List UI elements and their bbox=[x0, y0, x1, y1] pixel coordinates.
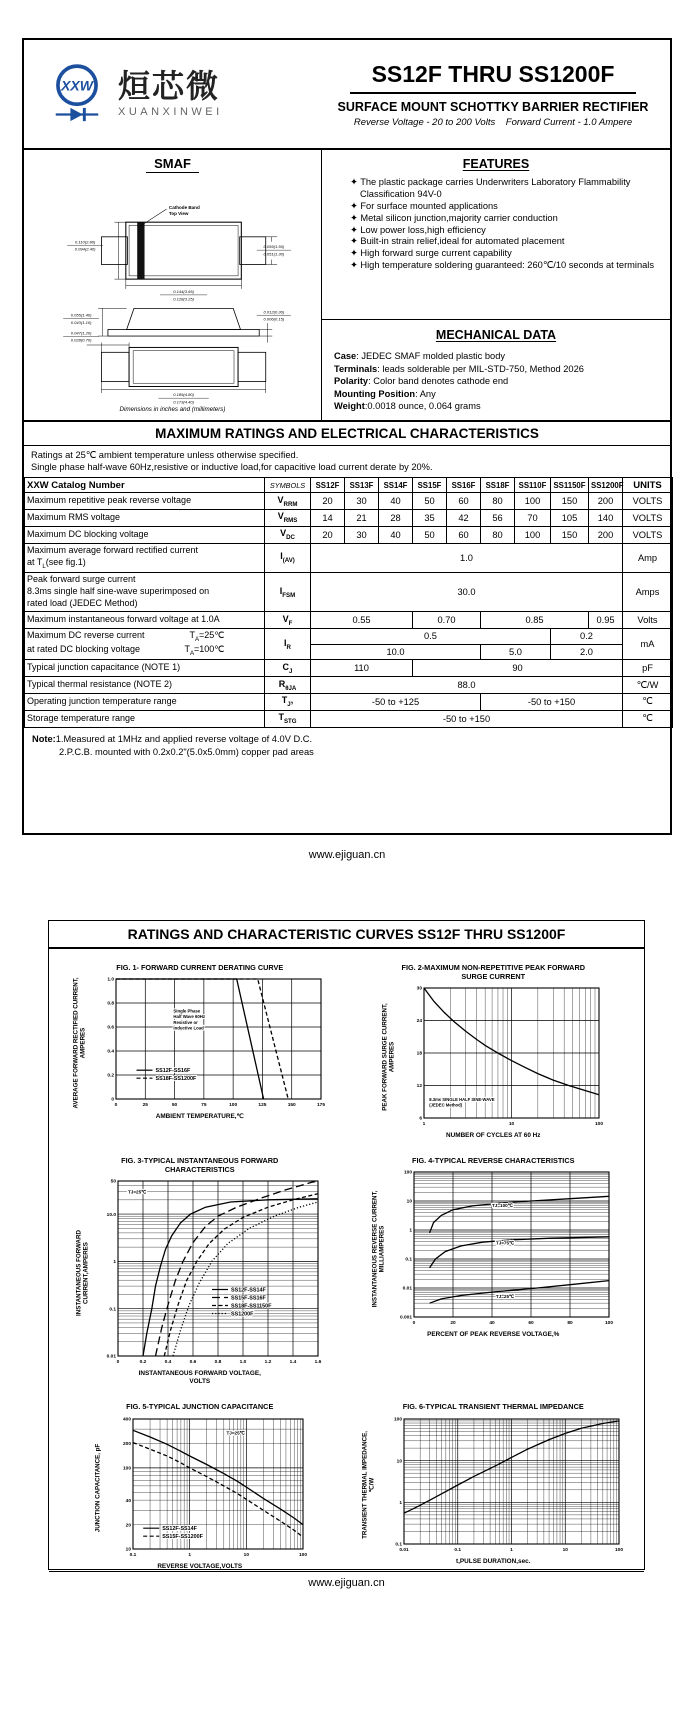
table-cell: 1.0 bbox=[311, 543, 623, 572]
mech-item: Polarity: Color band denotes cathode end bbox=[334, 376, 509, 387]
svg-text:0.110(2.80): 0.110(2.80) bbox=[74, 239, 95, 245]
svg-text:0.006(0.15): 0.006(0.15) bbox=[263, 316, 284, 322]
table-cell: 20 bbox=[311, 526, 345, 543]
part-range-title: SS12F THRU SS1200F bbox=[371, 60, 615, 87]
table-cell: 2.0 bbox=[551, 644, 623, 660]
table-cell: 105 bbox=[551, 509, 589, 526]
table-cell: 50 bbox=[413, 526, 447, 543]
svg-text:0.128(3.25): 0.128(3.25) bbox=[172, 296, 194, 302]
x-axis-label: INSTANTANEOUS FORWARD VOLTAGE, VOLTS bbox=[138, 1370, 261, 1386]
page1-datasheet bbox=[22, 38, 672, 835]
svg-text:SS18F-SS1150F: SS18F-SS1150F bbox=[231, 1303, 272, 1310]
table-row: Maximum repetitive peak reverse voltage $V_{RRM}$ 20 30 40 50 60 80 100 150 200 VOLTS bbox=[25, 493, 673, 510]
figure-plot-area bbox=[89, 1414, 310, 1562]
x-axis-label: PERCENT OF PEAK REVERSE VOLTAGE,% bbox=[427, 1331, 560, 1339]
svg-text:30: 30 bbox=[416, 986, 423, 992]
logo-xxw-text: XXW bbox=[61, 77, 93, 94]
table-cell: 150 bbox=[551, 526, 589, 543]
svg-text:0.144(3.65): 0.144(3.65) bbox=[172, 288, 194, 294]
brand-name-cn: 烜芯微 bbox=[118, 68, 221, 105]
table-cell: -50 to +125 bbox=[311, 693, 481, 710]
svg-text:1: 1 bbox=[409, 1229, 413, 1235]
table-cell: 56 bbox=[481, 509, 515, 526]
row-label: Maximum instantaneous forward voltage at 1.0A bbox=[25, 612, 265, 629]
table-note-prefix: Note: bbox=[32, 733, 56, 744]
ratings-conditions bbox=[24, 446, 670, 477]
mech-item: Weight:0.0018 ounce, 0.064 grams bbox=[334, 401, 481, 412]
table-row: Maximum DC reverse current $T_A=25℃$ at rated DC blocking voltage $T_A=100℃$ $I_R$ 0.5 0.2 mA bbox=[25, 628, 673, 644]
table-cell: 140 bbox=[589, 509, 623, 526]
fig6 bbox=[360, 1402, 626, 1565]
device-column-header: SS16F bbox=[447, 478, 481, 493]
y-axis-label: TRANSIENT THERMAL IMPEDANCE, ℃/W bbox=[361, 1431, 376, 1539]
svg-text:175: 175 bbox=[316, 1103, 325, 1109]
svg-text:10: 10 bbox=[125, 1547, 132, 1553]
svg-text:400: 400 bbox=[123, 1417, 132, 1423]
svg-text:1.4: 1.4 bbox=[289, 1360, 297, 1366]
row-label: Typical thermal resistance (NOTE 2) bbox=[25, 677, 265, 694]
features-section bbox=[322, 150, 670, 320]
table-row: Typical thermal resistance (NOTE 2) $R_{\theta JA}$ 88.0 ℃/W bbox=[25, 677, 673, 694]
fig1 bbox=[72, 963, 328, 1121]
figure-plot-area bbox=[370, 1167, 616, 1330]
package-drawing bbox=[54, 175, 292, 406]
table-cell: 0.70 bbox=[413, 612, 481, 629]
table-cell: 20 bbox=[311, 493, 345, 510]
table-row: Storage temperature range $T_{STG}$ -50 to +150 ℃ bbox=[25, 710, 673, 727]
svg-text:10: 10 bbox=[406, 1200, 413, 1206]
svg-text:150: 150 bbox=[287, 1103, 296, 1109]
svg-text:0.051(1.30): 0.051(1.30) bbox=[263, 251, 284, 257]
feature-item: ✦ Built-in strain relief,ideal for automated placement bbox=[350, 236, 565, 247]
table-cell: 80 bbox=[481, 493, 515, 510]
figure-title: FIG. 6-TYPICAL TRANSIENT THERMAL IMPEDANCE bbox=[402, 1402, 584, 1412]
svg-text:0.8: 0.8 bbox=[214, 1360, 222, 1366]
y-axis-label: AVERAGE FORWARD RECTIFIED CURRENT, AMPERES bbox=[72, 977, 88, 1109]
svg-text:0.6: 0.6 bbox=[189, 1360, 197, 1366]
fig6-canvas bbox=[377, 1414, 626, 1557]
svg-text:200: 200 bbox=[123, 1441, 132, 1447]
svg-text:SS12F-SS16F: SS12F-SS16F bbox=[155, 1068, 191, 1075]
y-axis-label: INSTANTANEOUS FORWARD CURRENT,AMPERES bbox=[75, 1229, 90, 1316]
logo-circle-icon bbox=[44, 59, 110, 129]
svg-text:0.094(2.40): 0.094(2.40) bbox=[74, 246, 96, 252]
table-cell: 5.0 bbox=[481, 644, 551, 660]
package-section bbox=[24, 150, 322, 420]
fig4-canvas bbox=[387, 1167, 616, 1330]
fig2 bbox=[380, 963, 606, 1140]
svg-text:SS12F-SS14F: SS12F-SS14F bbox=[231, 1287, 267, 1294]
feature-item: ✦ High forward surge current capability bbox=[350, 248, 512, 259]
table-cell: 0.95 bbox=[589, 612, 623, 629]
svg-text:SS1200F: SS1200F bbox=[231, 1311, 254, 1318]
voltage-current-tagline: Reverse Voltage - 20 to 200 Volts Forward Current - 1.0 Ampere bbox=[353, 116, 633, 128]
table-cell: -50 to +150 bbox=[311, 710, 623, 727]
table-cell: 40 bbox=[379, 526, 413, 543]
x-axis-label: AMBIENT TEMPERATURE,℃ bbox=[155, 1113, 244, 1121]
table-cell: 21 bbox=[345, 509, 379, 526]
svg-text:0.8: 0.8 bbox=[107, 1001, 114, 1007]
site-url-top: www.ejiguan.cn bbox=[308, 849, 386, 861]
row-label: Maximum DC reverse current $T_A=25℃$ at rated DC blocking voltage $T_A=100℃$ bbox=[25, 628, 265, 660]
svg-text:40: 40 bbox=[489, 1321, 495, 1327]
feature-item: ✦ Metal silicon junction,majority carrier conduction bbox=[350, 212, 558, 223]
mechanical-title: MECHANICAL DATA bbox=[435, 328, 557, 343]
svg-text:Inductive Load: Inductive Load bbox=[173, 1025, 204, 1031]
svg-text:20: 20 bbox=[450, 1321, 456, 1327]
svg-text:SS12F-SS14F: SS12F-SS14F bbox=[162, 1525, 198, 1532]
svg-text:100: 100 bbox=[605, 1321, 614, 1327]
svg-text:0.2: 0.2 bbox=[107, 1073, 114, 1079]
svg-text:0.173(4.40): 0.173(4.40) bbox=[172, 399, 194, 405]
table-row: Maximum instantaneous forward voltage at 1.0A $V_F$ 0.55 0.70 0.85 0.95 Volts bbox=[25, 612, 673, 629]
table-note-line1: 1.Measured at 1MHz and applied reverse voltage of 4.0V D.C. bbox=[55, 733, 313, 744]
svg-text:40: 40 bbox=[125, 1498, 132, 1504]
device-column-header: SS15F bbox=[413, 478, 447, 493]
row-label: Typical junction capacitance (NOTE 1) bbox=[25, 660, 265, 677]
mech-item: Mounting Position: Any bbox=[334, 388, 436, 399]
table-cell: 200 bbox=[589, 526, 623, 543]
table-cell: 42 bbox=[447, 509, 481, 526]
svg-text:TJ=25℃: TJ=25℃ bbox=[226, 1430, 246, 1436]
svg-text:0.059(1.50): 0.059(1.50) bbox=[263, 244, 284, 250]
features-list bbox=[334, 177, 658, 272]
title-block bbox=[316, 40, 670, 148]
svg-text:60: 60 bbox=[528, 1321, 534, 1327]
figures-grid bbox=[49, 949, 644, 1571]
svg-text:0.1: 0.1 bbox=[454, 1547, 462, 1553]
fig2-canvas bbox=[397, 983, 606, 1131]
svg-text:0.055(1.40): 0.055(1.40) bbox=[70, 312, 91, 318]
table-cell: 200 bbox=[589, 493, 623, 510]
mechanical-section bbox=[322, 320, 670, 420]
svg-text:Cathode Band: Cathode Band bbox=[168, 205, 200, 211]
table-header-row: XXW Catalog Number SYMBOLS SS12F SS13F SS14F SS15F SS16F SS18F SS110F SS1150F SS1200F UNITS bbox=[25, 478, 673, 493]
svg-text:1: 1 bbox=[188, 1552, 192, 1558]
ratings-band-title: MAXIMUM RATINGS AND ELECTRICAL CHARACTERISTICS bbox=[24, 422, 670, 446]
table-cell: 14 bbox=[311, 509, 345, 526]
fig5-canvas bbox=[106, 1414, 310, 1562]
svg-text:0.012(0.30): 0.012(0.30) bbox=[263, 309, 284, 315]
svg-text:0: 0 bbox=[412, 1321, 416, 1327]
row-label: Maximum RMS voltage bbox=[25, 509, 265, 526]
feature-item: ✦ For surface mounted applications bbox=[350, 200, 498, 211]
svg-text:0.047(1.20): 0.047(1.20) bbox=[70, 330, 91, 336]
row-label: Storage temperature range bbox=[25, 710, 265, 727]
svg-text:SS18F-SS1200F: SS18F-SS1200F bbox=[155, 1076, 197, 1083]
svg-text:25: 25 bbox=[142, 1103, 148, 1109]
svg-text:0: 0 bbox=[116, 1360, 120, 1366]
fig5 bbox=[89, 1402, 310, 1570]
svg-text:1.6: 1.6 bbox=[314, 1360, 322, 1366]
svg-text:1: 1 bbox=[510, 1547, 514, 1553]
table-row: Operating junction temperature range $T_J$, -50 to +125 -50 to +150 ℃ bbox=[25, 693, 673, 710]
figure-plot-area bbox=[72, 974, 328, 1112]
package-and-features bbox=[24, 150, 670, 422]
figure-title: FIG. 1- FORWARD CURRENT DERATING CURVE bbox=[116, 963, 284, 972]
svg-text:0.01: 0.01 bbox=[402, 1287, 413, 1293]
brand-logo bbox=[24, 40, 316, 148]
svg-text:TJ=75℃: TJ=75℃ bbox=[496, 1240, 515, 1246]
device-column-header: SS1200F bbox=[589, 478, 623, 493]
svg-text:0.1: 0.1 bbox=[395, 1542, 403, 1548]
svg-text:50: 50 bbox=[171, 1103, 177, 1109]
package-name: SMAF bbox=[146, 156, 199, 173]
svg-text:1: 1 bbox=[113, 1260, 117, 1266]
svg-text:1: 1 bbox=[399, 1500, 403, 1506]
svg-text:0.1: 0.1 bbox=[109, 1307, 117, 1313]
brand-text bbox=[118, 70, 223, 118]
device-column-header: SS12F bbox=[311, 478, 345, 493]
svg-text:10.0: 10.0 bbox=[106, 1213, 117, 1219]
svg-text:0: 0 bbox=[111, 1097, 114, 1103]
svg-text:Resistive or: Resistive or bbox=[173, 1019, 198, 1025]
svg-text:100: 100 bbox=[404, 1171, 413, 1177]
svg-text:0.01: 0.01 bbox=[106, 1355, 117, 1361]
package-dimensions-note: Dimensions in inches and (millimeters) bbox=[119, 406, 226, 413]
table-cell: 110 bbox=[311, 660, 413, 677]
svg-text:Single Phase: Single Phase bbox=[173, 1008, 200, 1014]
table-cell: 30 bbox=[345, 526, 379, 543]
mechanical-list bbox=[334, 350, 658, 413]
table-note-line2: 2.P.C.B. mounted with 0.2x0.2"(5.0x5.0mm) copper pad areas bbox=[59, 746, 314, 757]
svg-text:0.028(0.70): 0.028(0.70) bbox=[70, 337, 91, 343]
svg-text:100: 100 bbox=[595, 1122, 604, 1128]
row-label: Maximum average forward rectified current at $T_L(see$ fig.1) bbox=[25, 543, 265, 572]
svg-text:75: 75 bbox=[200, 1103, 207, 1109]
table-row: Maximum RMS voltage $V_{RMS}$ 14 21 28 35 42 56 70 105 140 VOLTS bbox=[25, 509, 673, 526]
figure-title: FIG. 3-TYPICAL INSTANTANEOUS FORWARD CHARACTERISTICS bbox=[121, 1156, 279, 1175]
svg-text:8.3ms SINGLE HALF SINE-WAVE: 8.3ms SINGLE HALF SINE-WAVE bbox=[429, 1097, 495, 1103]
row-label: Maximum repetitive peak reverse voltage bbox=[25, 493, 265, 510]
table-cell: 100 bbox=[515, 526, 551, 543]
device-column-header: SS1150F bbox=[551, 478, 589, 493]
table-cell: -50 to +150 bbox=[481, 693, 623, 710]
table-cell: 10.0 bbox=[311, 644, 481, 660]
svg-text:10: 10 bbox=[396, 1458, 403, 1464]
table-cell: 0.85 bbox=[481, 612, 589, 629]
svg-text:6: 6 bbox=[419, 1116, 423, 1122]
svg-text:50: 50 bbox=[110, 1180, 117, 1186]
svg-text:100: 100 bbox=[123, 1466, 132, 1472]
curves-title: RATINGS AND CHARACTERISTIC CURVES SS12F THRU SS1200F bbox=[49, 921, 644, 949]
feature-item: ✦ High temperature soldering guaranteed: 260℃/10 seconds at terminals bbox=[350, 260, 655, 271]
device-column-header: SS13F bbox=[345, 478, 379, 493]
features-title: FEATURES bbox=[462, 157, 530, 171]
row-label: Maximum DC blocking voltage bbox=[25, 526, 265, 543]
svg-text:100: 100 bbox=[394, 1417, 403, 1423]
brand-name-en: XUANXINWEI bbox=[118, 105, 223, 118]
svg-text:1.2: 1.2 bbox=[264, 1360, 272, 1366]
table-row: Maximum average forward rectified current at $T_L(see$ fig.1) $I_{(AV)}$ 1.0 Amp bbox=[25, 543, 673, 572]
svg-text:80: 80 bbox=[567, 1321, 573, 1327]
table-cell: 88.0 bbox=[311, 677, 623, 694]
figure-title: FIG. 5-TYPICAL JUNCTION CAPACITANCE bbox=[126, 1402, 274, 1412]
site-url-bottom: www.ejiguan.cn bbox=[49, 1571, 644, 1598]
fig4 bbox=[370, 1156, 616, 1339]
ratings-condition-line2: Single phase half-wave 60Hz,resistive or inductive load,for capacitive load current derate by 20%. bbox=[31, 462, 433, 473]
svg-text:(JEDEC Method): (JEDEC Method) bbox=[429, 1102, 463, 1108]
svg-text:100: 100 bbox=[615, 1547, 624, 1553]
x-axis-label: t,PULSE DURATION,sec. bbox=[456, 1557, 531, 1565]
svg-text:SS15F-SS16F: SS15F-SS16F bbox=[231, 1295, 267, 1302]
table-cell: 60 bbox=[447, 526, 481, 543]
table-cell: 30 bbox=[345, 493, 379, 510]
mech-item: Terminals: leads solderable per MIL-STD-750, Method 2026 bbox=[334, 363, 584, 374]
table-cell: 60 bbox=[447, 493, 481, 510]
fig1-canvas bbox=[89, 974, 328, 1112]
svg-text:SS15F-SS1200F: SS15F-SS1200F bbox=[162, 1533, 204, 1540]
page2-curves bbox=[48, 920, 645, 1589]
y-axis-label: INSTANTANEOUS REVERSE CURRENT, MILLIAMPERES bbox=[371, 1190, 386, 1308]
svg-text:0.6: 0.6 bbox=[107, 1025, 114, 1031]
table-cell: 28 bbox=[379, 509, 413, 526]
svg-text:0.189(4.80): 0.189(4.80) bbox=[172, 392, 194, 398]
table-note bbox=[24, 728, 670, 764]
svg-text:12: 12 bbox=[416, 1084, 423, 1090]
svg-text:10: 10 bbox=[562, 1547, 569, 1553]
svg-text:1: 1 bbox=[422, 1122, 426, 1128]
svg-text:0.4: 0.4 bbox=[107, 1049, 114, 1055]
device-column-header: SS110F bbox=[515, 478, 551, 493]
mech-item: Case: JEDEC SMAF molded plastic body bbox=[334, 351, 506, 362]
svg-text:24: 24 bbox=[416, 1019, 423, 1025]
svg-text:Top View: Top View bbox=[168, 210, 188, 216]
svg-text:0.01: 0.01 bbox=[399, 1547, 409, 1553]
ratings-table bbox=[24, 477, 673, 727]
svg-text:0.1: 0.1 bbox=[405, 1258, 413, 1264]
table-row: Peak forward surge current 8.3ms single half sine-wave superimposed on rated load (JEDEC Method) $I_{FSM}$ 30.0 Amps bbox=[25, 572, 673, 611]
table-cell: 70 bbox=[515, 509, 551, 526]
figure-plot-area bbox=[360, 1414, 626, 1557]
row-label: Operating junction temperature range bbox=[25, 693, 265, 710]
table-cell: 35 bbox=[413, 509, 447, 526]
table-cell: 150 bbox=[551, 493, 589, 510]
table-row: Maximum DC blocking voltage $V_{DC}$ 20 30 40 50 60 80 100 150 200 VOLTS bbox=[25, 526, 673, 543]
product-subtitle: SURFACE MOUNT SCHOTTKY BARRIER RECTIFIER bbox=[337, 99, 649, 114]
svg-text:0: 0 bbox=[114, 1103, 118, 1109]
svg-text:0.2: 0.2 bbox=[139, 1360, 147, 1366]
fig3 bbox=[74, 1156, 325, 1386]
svg-text:100: 100 bbox=[299, 1552, 308, 1558]
device-column-header: SS18F bbox=[481, 478, 515, 493]
title-underline bbox=[350, 92, 636, 94]
svg-text:0.043(1.10): 0.043(1.10) bbox=[70, 319, 91, 325]
fig3-canvas bbox=[91, 1176, 325, 1369]
figure-plot-area bbox=[74, 1176, 325, 1369]
device-column-header: SS14F bbox=[379, 478, 413, 493]
features-mechanical-column bbox=[322, 150, 670, 420]
row-label: Peak forward surge current 8.3ms single half sine-wave superimposed on rated load (JEDEC Method) bbox=[25, 572, 265, 611]
svg-text:0.001: 0.001 bbox=[400, 1316, 413, 1322]
svg-text:1.0: 1.0 bbox=[239, 1360, 247, 1366]
y-axis-label: JUNCTION CAPACITANCE, pF bbox=[94, 1443, 102, 1532]
ratings-condition-line1: Ratings at 25℃ ambient temperature unless otherwise specified. bbox=[31, 450, 299, 460]
figure-plot-area bbox=[380, 983, 606, 1131]
table-cell: 30.0 bbox=[311, 572, 623, 611]
svg-text:10: 10 bbox=[243, 1552, 250, 1558]
svg-text:TJ=100℃: TJ=100℃ bbox=[492, 1203, 514, 1209]
svg-text:1.0: 1.0 bbox=[107, 977, 114, 983]
feature-item: ✦ The plastic package carries Underwriters Laboratory Flammability Classification 94V-0 bbox=[350, 177, 631, 199]
table-cell: 100 bbox=[515, 493, 551, 510]
figure-title: FIG. 2-MAXIMUM NON-REPETITIVE PEAK FORWARD SURGE CURRENT bbox=[401, 963, 585, 982]
figure-title: FIG. 4-TYPICAL REVERSE CHARACTERISTICS bbox=[412, 1156, 575, 1166]
table-row: Typical junction capacitance (NOTE 1) $C_J$ 110 90 pF bbox=[25, 660, 673, 677]
svg-text:20: 20 bbox=[125, 1522, 132, 1528]
svg-text:TJ=25℃: TJ=25℃ bbox=[128, 1189, 147, 1195]
header bbox=[24, 40, 670, 150]
y-axis-label: PEAK FORWARD SURGE CURRENT, AMPERES bbox=[381, 1003, 396, 1111]
x-axis-label: REVERSE VOLTAGE,VOLTS bbox=[157, 1562, 243, 1570]
svg-text:Half Wave 60Hz: Half Wave 60Hz bbox=[173, 1014, 205, 1020]
table-cell: 40 bbox=[379, 493, 413, 510]
table-cell: 80 bbox=[481, 526, 515, 543]
svg-text:TJ=25℃: TJ=25℃ bbox=[496, 1294, 515, 1300]
x-axis-label: NUMBER OF CYCLES AT 60 Hz bbox=[446, 1132, 541, 1140]
table-cell: 50 bbox=[413, 493, 447, 510]
table-cell: 0.2 bbox=[551, 628, 623, 644]
svg-text:10: 10 bbox=[509, 1122, 515, 1128]
table-cell: 0.55 bbox=[311, 612, 413, 629]
svg-text:0.1: 0.1 bbox=[129, 1552, 137, 1558]
svg-text:18: 18 bbox=[416, 1051, 423, 1057]
table-cell: 90 bbox=[413, 660, 623, 677]
svg-text:125: 125 bbox=[258, 1103, 267, 1109]
svg-text:0.4: 0.4 bbox=[164, 1360, 172, 1366]
diode-icon bbox=[70, 108, 82, 121]
table-cell: 0.5 bbox=[311, 628, 551, 644]
feature-item: ✦ Low power loss,high efficiency bbox=[350, 224, 486, 235]
svg-text:100: 100 bbox=[228, 1103, 237, 1109]
